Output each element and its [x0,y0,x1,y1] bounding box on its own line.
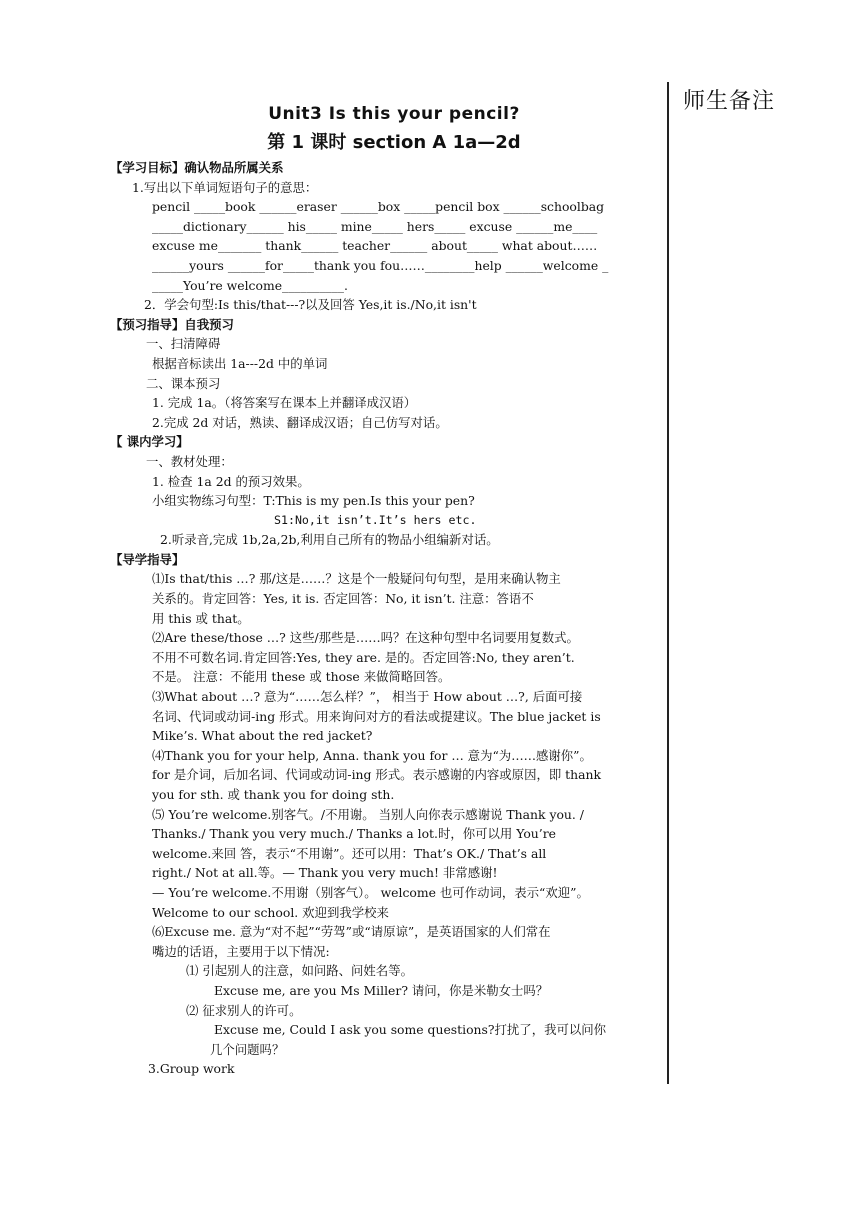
guide-text: ⑸ You’re welcome.别客气。/不用谢。 当别人向你表示感谢说 Thank you. / [152,806,584,822]
preview-step-1: 一、扫清障碍 [146,336,221,352]
guide-text: right./ Not at all.等。— Thank you very much! 非常感谢! [152,865,498,881]
vocab-line: pencil _____book ______eraser ______box _____pencil box ______schoolbag [152,199,605,215]
vocab-line: ______yours ______for_____thank you fou……________help ______welcome _ [152,257,609,273]
guide-example: Excuse me, Could I ask you some questions?打扰了，我可以问你 [214,1022,607,1038]
class-text: 1. 检查 1a 2d 的预习效果。 [152,473,310,489]
guide-text: 名词、代词或动词-ing 形式。用来询问对方的看法或提建议。The blue jacket is [152,708,601,724]
guide-text: ⑴Is that/this …? 那/这是……？这是个一般疑问句句型，是用来确认物主 [152,571,561,587]
section-learning-goals: 【学习目标】确认物品所属关系 [110,160,284,175]
preview-text: 根据音标读出 1a---2d 中的单词 [152,355,328,371]
guide-text: 用 this 或 that。 [152,610,250,626]
unit-title: Unit3 Is this your pencil? [268,104,520,124]
guide-text: Thanks./ Thank you very much./ Thanks a lot.时，你可以用 You’re [152,826,556,842]
class-text: S1:No,it isn’t.It’s hers etc. [274,512,477,527]
guide-text: 不用不可数名词.肯定回答:Yes, they are. 是的。否定回答:No, they aren’t. [152,649,575,665]
section-preview-guide: 【预习指导】自我预习 [110,316,234,332]
guide-subitem: ⑵ 征求别人的许可。 [186,1002,302,1018]
guide-subitem: ⑴ 引起别人的注意，如问路、问姓名等。 [186,963,413,979]
preview-text: 1. 完成 1a。（将答案写在课本上并翻译成汉语） [152,395,417,411]
guide-example: 几个问题吗？ [210,1041,285,1057]
section-study-guide: 【导学指导】 [110,551,185,567]
vocab-line: _____dictionary______ his_____ mine_____ hers_____ excuse ______me____ [152,218,598,234]
group-work: 3.Group work [148,1061,235,1077]
guide-text: ⑷Thank you for your help, Anna. thank you for … 意为“为……感谢你”。 [152,747,592,763]
class-text: 2.听录音,完成 1b,2a,2b,利用自己所有的物品小组编新对话。 [160,532,499,548]
guide-text: for 是介词，后加名词、代词或动词-ing 形式。表示感谢的内容或原因，即 thank [152,767,602,783]
worksheet-body [110,104,664,1079]
vocab-line: _____You’re welcome__________. [152,277,348,293]
preview-text: 2.完成 2d 对话，熟读、翻译成汉语；自己仿写对话。 [152,414,448,430]
goal-item-1: 1.写出以下单词短语句子的意思： [132,179,318,195]
guide-text: ⑶What about …? 意为“……怎么样？”， 相当于 How about …?, 后面可接 [152,689,583,705]
lesson-subtitle: 第 1 课时 section A 1a—2d [267,132,521,153]
section-in-class: 【 课内学习】 [110,434,189,450]
guide-text: Welcome to our school. 欢迎到我学校来 [152,904,389,920]
goal-item-2: 2．学会句型:Is this/that---?以及回答 Yes,it is./No,it isn't [144,297,477,313]
notes-column-divider [667,82,669,1084]
guide-text: you for sth. 或 thank you for doing sth. [152,787,395,802]
guide-text: ⑵Are these/those …? 这些/那些是……吗？在这种句型中名词要用复数式。 [152,630,579,646]
guide-text: — You’re welcome.不用谢（别客气）。 welcome 也可作动词，表示“欢迎”。 [152,884,589,900]
guide-text: Mike’s. What about the red jacket? [152,728,373,744]
guide-text: 关系的。肯定回答：Yes, it is. 否定回答：No, it isn’t. 注意：答语不 [152,591,534,607]
class-text: 小组实物练习句型：T:This is my pen.Is this your pen? [152,493,475,509]
guide-text: ⑹Excuse me. 意为“对不起”“劳驾”或“请原谅”，是英语国家的人们常在 [152,924,551,940]
guide-example: Excuse me, are you Ms Miller? 请问，你是米勒女士吗？ [214,982,549,998]
guide-text: 不是。 注意：不能用 these 或 those 来做简略回答。 [152,669,451,685]
teacher-student-notes-heading: 师生备注 [683,89,776,114]
preview-step-2: 二、课本预习 [146,375,221,391]
class-step-1: 一、教材处理： [146,453,233,469]
vocab-line: excuse me_______ thank______ teacher______ about_____ what about…… [152,238,598,254]
guide-text: welcome.来回 答，表示“不用谢”。还可以用：That’s OK./ That’s all [152,845,547,861]
guide-text: 嘴边的话语，主要用于以下情况: [152,943,330,959]
